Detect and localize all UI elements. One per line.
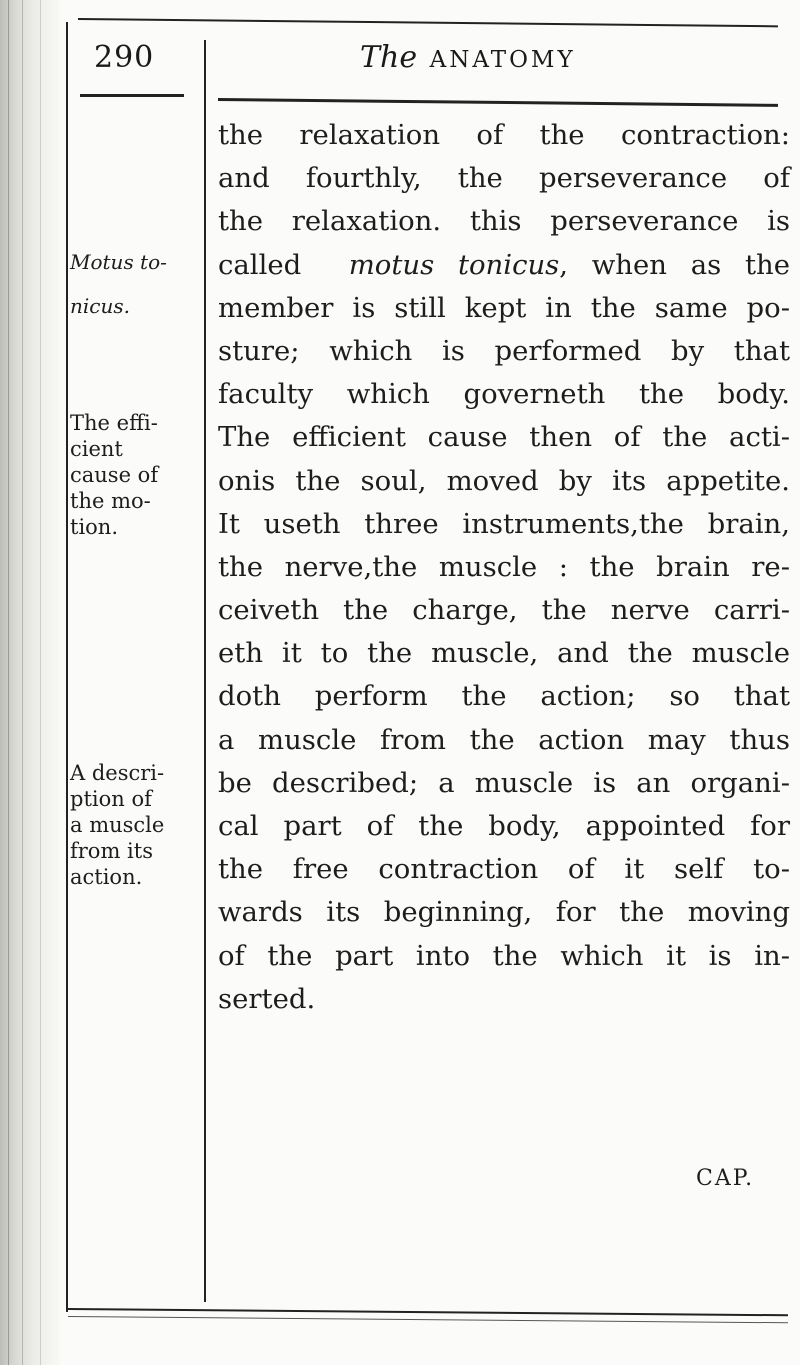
bottom-frame-rule-inner (68, 1316, 788, 1323)
body-line: the nerve,the muscle : the brain re- (218, 550, 790, 583)
body-line: faculty which governeth the body. (218, 378, 790, 411)
body-line: doth perform the action; so that (218, 680, 790, 713)
header-frame-rule (78, 18, 778, 27)
header-rule-right (218, 98, 778, 107)
body-line: cal part of the body, appointed for (218, 810, 790, 842)
running-head (360, 40, 576, 75)
margin-note-line: A descri- (70, 761, 165, 785)
gutter-line (8, 0, 9, 1365)
margin-note-line: ption of (70, 787, 152, 811)
body-line: ceiveth the charge, the nerve carri- (218, 594, 790, 627)
margin-note-line: nicus. (70, 294, 130, 318)
margin-note-line: action. (70, 865, 143, 889)
margin-column-divider (204, 40, 206, 1302)
gutter-line (22, 0, 23, 1365)
body-line: the free contraction of it self to- (218, 853, 790, 886)
margin-note-line: a muscle (70, 813, 165, 837)
italic-term-motus-tonicus: motus tonicus (348, 248, 560, 281)
left-frame-rule (66, 22, 68, 1312)
body-line: member is still kept in the same po- (218, 291, 790, 324)
body-line: a muscle from the action may thus (218, 723, 790, 756)
margin-note-line: Motus to- (70, 250, 167, 274)
body-text (218, 114, 790, 1021)
body-line: of the part into the which it is in- (218, 939, 790, 972)
margin-note-motus-tonicus (70, 240, 202, 328)
margin-note-line: tion. (70, 515, 118, 539)
body-line: It useth three instruments,the brain, (218, 507, 790, 540)
running-head-the: The (360, 40, 418, 75)
margin-note-line: the mo- (70, 489, 151, 513)
margin-note-line: cient (70, 437, 123, 461)
bottom-frame-rule (68, 1308, 788, 1316)
catchword: CAP. (696, 1166, 755, 1191)
body-line: sture; which is performed by that (218, 334, 790, 367)
running-head-anatomy: ANATOMY (429, 47, 576, 73)
margin-note-muscle-description (70, 760, 202, 890)
gutter-line (40, 0, 41, 1365)
body-line: The efficient cause then of the acti- (218, 421, 790, 454)
body-line: and fourthly, the perseverance of (218, 162, 790, 195)
body-line: wards its beginning, for the moving (218, 896, 790, 929)
body-line: serted. (218, 982, 316, 1015)
body-line: eth it to the muscle, and the muscle (218, 637, 790, 670)
body-line: the relaxation. this perseverance is (218, 205, 790, 238)
margin-note-line: cause of (70, 463, 159, 487)
body-line: onis the soul, moved by its appetite. (218, 464, 790, 497)
body-line: be described; a muscle is an organi- (218, 766, 790, 799)
body-text-run: called (218, 248, 302, 281)
margin-note-line: from its (70, 839, 153, 863)
page-number: 290 (94, 40, 155, 75)
body-text-run: , when as the (559, 248, 790, 281)
body-line: the relaxation of the contraction: (218, 119, 790, 151)
margin-note-line: The effi- (70, 411, 158, 435)
body-line-mixed (218, 244, 790, 287)
page-gutter (0, 0, 60, 1365)
margin-note-efficient-cause (70, 410, 202, 540)
header-rule-left (80, 94, 184, 97)
